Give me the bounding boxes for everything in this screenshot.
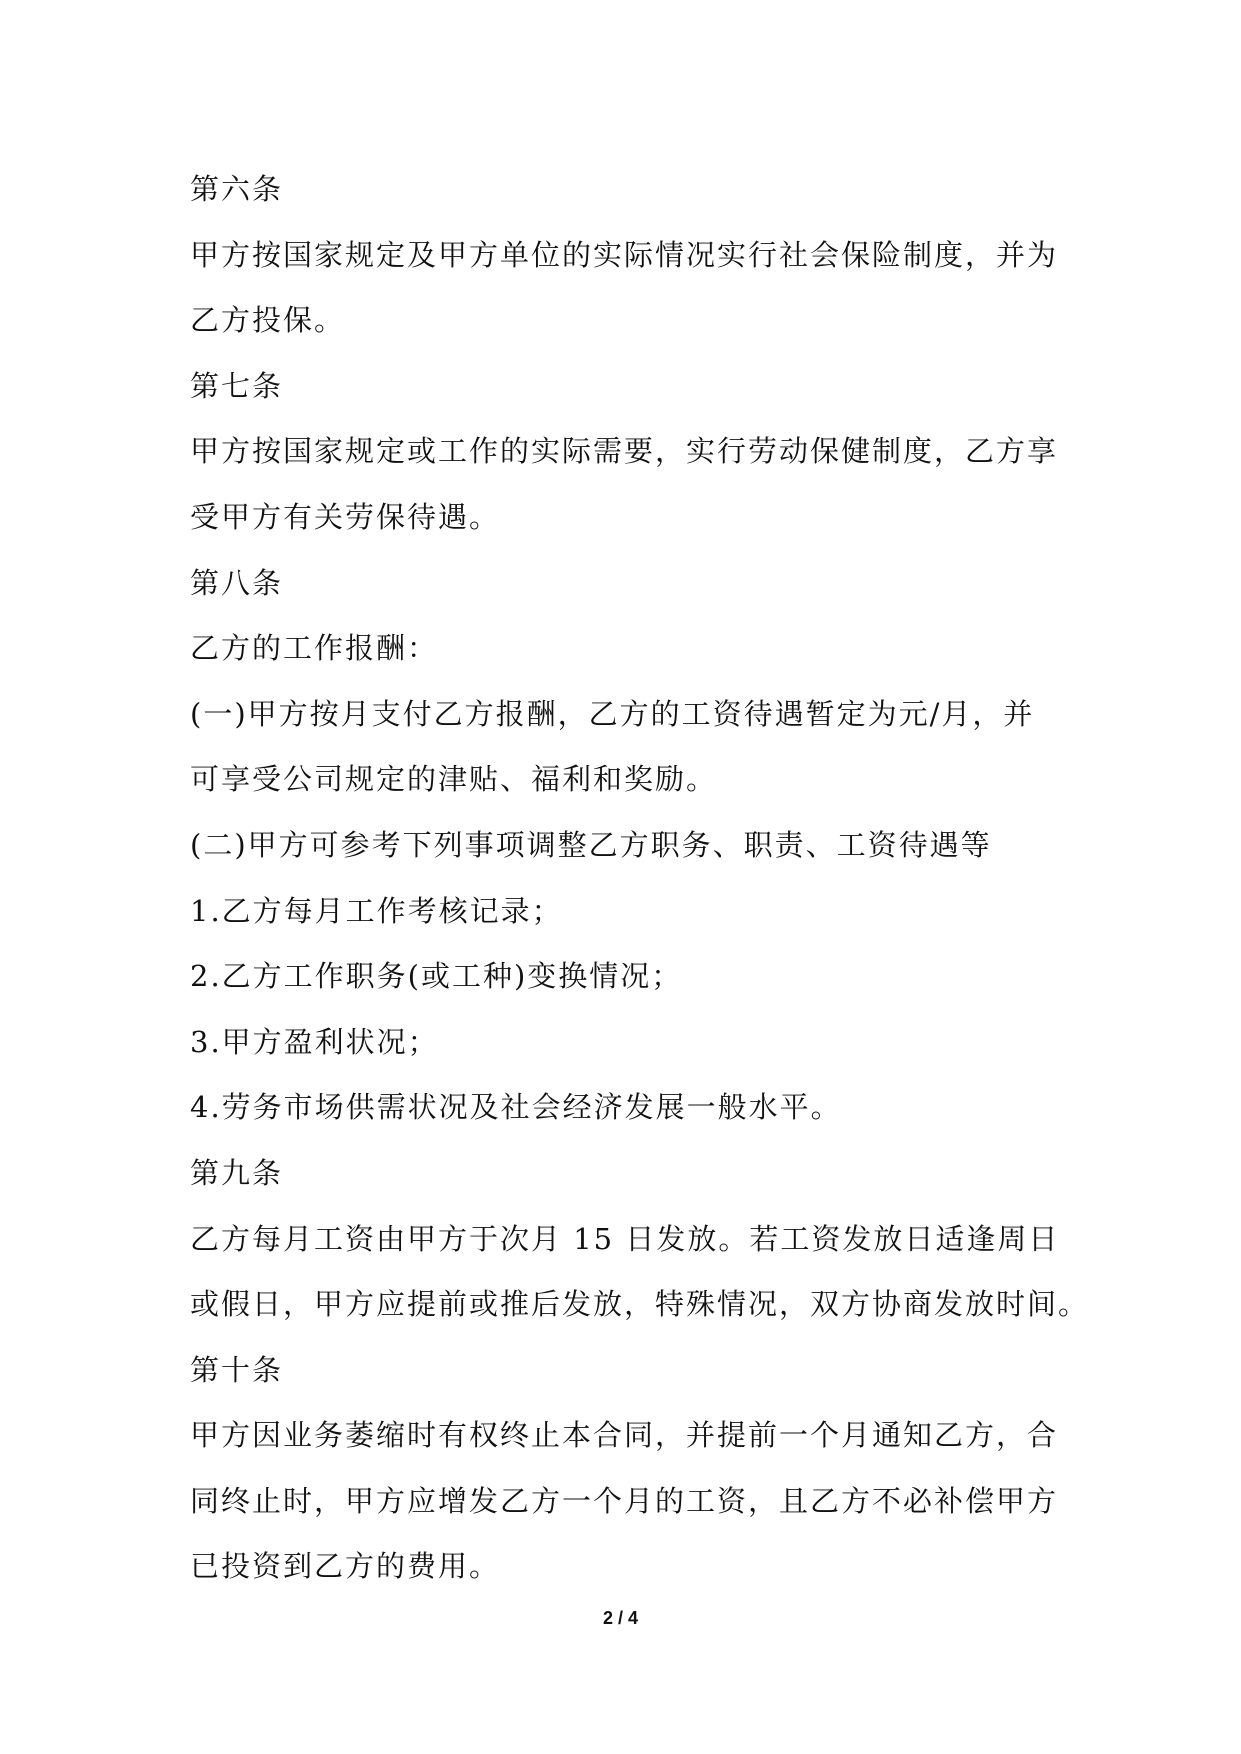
body-text-line: 甲方按国家规定及甲方单位的实际情况实行社会保险制度，并为 (190, 237, 1059, 272)
article-heading: 第九条 (190, 1155, 284, 1190)
page-number: 2 / 4 (602, 1608, 639, 1628)
body-text-line: 同终止时，甲方应增发乙方一个月的工资，且乙方不必补偿甲方 (190, 1483, 1059, 1518)
article-heading: 第八条 (190, 565, 284, 600)
body-text-line: (二)甲方可参考下列事项调整乙方职务、职责、工资待遇等 (190, 827, 992, 862)
body-text-line: 受甲方有关劳保待遇。 (190, 499, 501, 534)
article-heading: 第七条 (190, 368, 284, 403)
body-text-line: 可享受公司规定的津贴、福利和奖励。 (190, 762, 718, 797)
body-text-line: 乙方投保。 (190, 303, 346, 338)
body-text-line: 乙方的工作报酬： (190, 631, 439, 666)
body-text-line: 已投资到乙方的费用。 (190, 1549, 501, 1584)
article-heading: 第十条 (190, 1352, 284, 1387)
article-heading: 第六条 (190, 172, 284, 206)
body-text-line: 甲方因业务萎缩时有权终止本合同，并提前一个月通知乙方，合 (190, 1418, 1059, 1453)
body-text-line: (一)甲方按月支付乙方报酬，乙方的工资待遇暂定为元/月，并 (190, 696, 1035, 731)
list-item: 4.劳务市场供需状况及社会经济发展一般水平。 (190, 1090, 842, 1125)
body-text-line: 甲方按国家规定或工作的实际需要，实行劳动保健制度，乙方享 (190, 434, 1059, 469)
document-body (190, 157, 1090, 1600)
list-item: 2.乙方工作职务(或工种)变换情况； (190, 959, 683, 994)
body-text-line: 乙方每月工资由甲方于次月 15 日发放。若工资发放日适逢周日 (190, 1221, 1060, 1256)
list-item: 1.乙方每月工作考核记录； (190, 893, 563, 928)
list-item: 3.甲方盈利状况； (190, 1024, 439, 1059)
body-text-line: 或假日，甲方应提前或推后发放，特殊情况，双方协商发放时间。 (190, 1287, 1090, 1322)
